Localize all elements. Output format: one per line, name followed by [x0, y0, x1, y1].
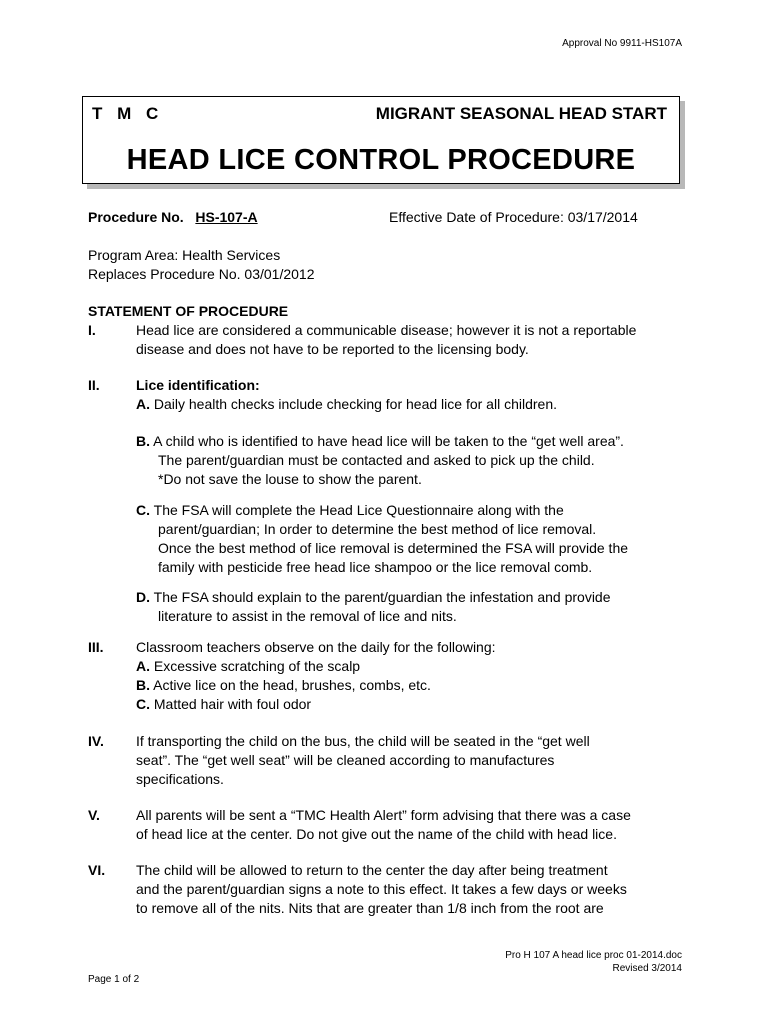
list-item [136, 695, 681, 714]
program-area: Program Area: Health Services [88, 247, 281, 263]
footer-file-info [505, 949, 682, 975]
footer-revised: Revised 3/2014 [612, 963, 682, 974]
footer-filename: Pro H 107 A head lice proc 01-2014.doc [505, 950, 682, 961]
program-name: MIGRANT SEASONAL HEAD START [375, 104, 667, 123]
text-line: The FSA will complete the Head Lice Questionnaire along with the [153, 502, 564, 518]
statement-heading: STATEMENT OF PROCEDURE [88, 303, 289, 319]
text-line: of head lice at the center. Do not give out the name of the child with head lice. [136, 826, 617, 842]
document-title: HEAD LICE CONTROL PROCEDURE [126, 144, 636, 176]
section-numeral-5: V. [88, 807, 100, 823]
section-numeral-3: III. [88, 639, 104, 655]
procedure-number: HS-107-A [195, 209, 258, 225]
item-letter: A. [136, 396, 150, 412]
item-letter: B. [136, 677, 150, 693]
section-2-item-a [136, 395, 676, 414]
text-line: If transporting the child on the bus, the child will be seated in the “get well [136, 733, 590, 749]
text-line: Matted hair with foul odor [153, 696, 312, 712]
page-number: Page 1 of 2 [88, 974, 140, 985]
item-letter: A. [136, 658, 150, 674]
text-line: Classroom teachers observe on the daily for the following: [136, 639, 496, 655]
section-1-text [136, 321, 681, 359]
section-2-item-c [136, 501, 676, 577]
list-item [136, 676, 681, 695]
header-box [82, 96, 680, 184]
section-numeral-1: I. [88, 322, 96, 338]
text-line: parent/guardian; In order to determine the best method of lice removal. [158, 521, 597, 537]
item-letter: D. [136, 589, 150, 605]
text-line: Once the best method of lice removal is determined the FSA will provide the [158, 540, 629, 556]
section-4-text [136, 732, 681, 789]
replaces-procedure: Replaces Procedure No. 03/01/2012 [88, 266, 315, 282]
item-letter: C. [136, 502, 150, 518]
text-line: The child will be allowed to return to the center the day after being treatment [136, 862, 608, 878]
list-item [136, 657, 681, 676]
text-line: to remove all of the nits. Nits that are greater than 1/8 inch from the root are [136, 900, 604, 916]
text-line: specifications. [136, 771, 224, 787]
text-line: disease and does not have to be reported to the licensing body. [136, 341, 529, 357]
effective-date: Effective Date of Procedure: 03/17/2014 [389, 209, 638, 225]
section-5-text [136, 806, 681, 844]
text-line: The parent/guardian must be contacted and asked to pick up the child. [158, 452, 595, 468]
text-line: *Do not save the louse to show the parent. [158, 471, 422, 487]
section-2-heading: Lice identification: [136, 377, 260, 393]
item-letter: B. [136, 433, 150, 449]
text-line: family with pesticide free head lice shampoo or the lice removal comb. [158, 559, 593, 575]
section-numeral-6: VI. [88, 862, 106, 878]
org-name: T M C [92, 104, 164, 123]
text-line: A child who is identified to have head lice will be taken to the “get well area”. [153, 433, 624, 449]
text-line: The FSA should explain to the parent/guardian the infestation and provide [153, 589, 611, 605]
text-line: All parents will be sent a “TMC Health Alert” form advising that there was a case [136, 807, 631, 823]
text-line: seat”. The “get well seat” will be cleaned according to manufactures [136, 752, 555, 768]
approval-number: Approval No 9911-HS107A [562, 38, 682, 49]
section-6-text [136, 861, 681, 918]
text-line: Head lice are considered a communicable disease; however it is not a reportable [136, 322, 637, 338]
text-line: Daily health checks include checking for head lice for all children. [153, 396, 557, 412]
section-numeral-2: II. [88, 377, 100, 393]
procedure-label: Procedure No. [88, 209, 184, 225]
text-line: and the parent/guardian signs a note to this effect. It takes a few days or weeks [136, 881, 627, 897]
procedure-number-row [88, 208, 258, 227]
section-numeral-4: IV. [88, 733, 104, 749]
text-line: Excessive scratching of the scalp [153, 658, 361, 674]
section-2-item-b [136, 432, 676, 489]
section-3-text [136, 638, 681, 714]
text-line: literature to assist in the removal of lice and nits. [158, 608, 457, 624]
section-2-item-d [136, 588, 676, 626]
item-letter: C. [136, 696, 150, 712]
text-line: Active lice on the head, brushes, combs, etc. [153, 677, 431, 693]
